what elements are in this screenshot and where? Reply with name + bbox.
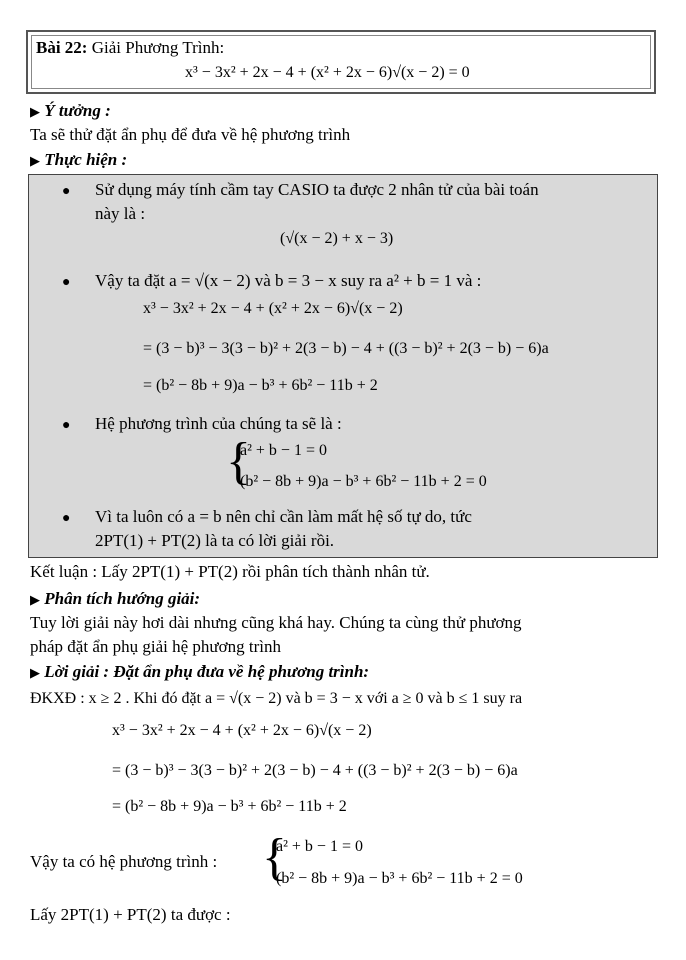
system-brace-icon: { [262,829,287,886]
problem-equation: x³ − 3x² + 2x − 4 + (x² + 2x − 6)√(x − 2) = 0 [185,64,470,81]
bullet1-line1: Sử dụng máy tính cầm tay CASIO ta được 2 nhân tử của bài toán [95,180,539,199]
bullet-icon: ● [62,184,71,199]
idea-heading: Ý tưởng : [44,101,111,120]
bullet4-line2: 2PT(1) + PT(2) là ta có lời giải rồi. [95,531,335,550]
solution-heading: Lời giải : Đặt ẩn phụ đưa về hệ phương trình: [44,662,370,681]
system-intro: Vậy ta có hệ phương trình : [30,852,218,871]
implementation-heading-row [30,150,127,170]
idea-heading-row [30,101,111,121]
implementation-heading: Thực hiện : [44,150,128,169]
analysis-line2: pháp đặt ẩn phụ giải hệ phương trình [30,637,281,656]
system-brace-icon: { [226,433,251,490]
impl-expansion-line2: = (3 − b)³ − 3(3 − b)² + 2(3 − b) − 4 + ((3 − b)² + 2(3 − b) − 6)a [143,340,549,357]
triangle-bullet-icon: ▶ [30,153,40,168]
sol-expansion-line3: = (b² − 8b + 9)a − b³ + 6b² − 11b + 2 [112,798,347,815]
last-line: Lấy 2PT(1) + PT(2) ta được : [30,905,231,924]
triangle-bullet-icon: ▶ [30,665,40,680]
analysis-line1: Tuy lời giải này hơi dài nhưng cũng khá hay. Chúng ta cùng thử phương [30,613,522,632]
impl-expansion-line1: x³ − 3x² + 2x − 4 + (x² + 2x − 6)√(x − 2) [143,300,403,317]
analysis-heading-row [30,589,200,609]
bullet-icon: ● [62,418,71,433]
solution-heading-row [30,662,369,682]
impl-system-eq2: (b² − 8b + 9)a − b³ + 6b² − 11b + 2 = 0 [240,473,487,490]
sol-system-eq1: a² + b − 1 = 0 [276,838,363,855]
sol-expansion-line2: = (3 − b)³ − 3(3 − b)² + 2(3 − b) − 4 + ((3 − b)² + 2(3 − b) − 6)a [112,762,518,779]
factor-expression: (√(x − 2) + x − 3) [280,230,394,247]
problem-heading [36,38,224,58]
bullet-icon: ● [62,511,71,526]
bullet3-text: Hệ phương trình của chúng ta sẽ là : [95,414,342,433]
impl-system-eq1: a² + b − 1 = 0 [240,442,327,459]
analysis-heading: Phân tích hướng giải: [44,589,201,608]
sol-system-eq2: (b² − 8b + 9)a − b³ + 6b² − 11b + 2 = 0 [276,870,523,887]
triangle-bullet-icon: ▶ [30,592,40,607]
problem-label: Bài 22: [36,38,88,57]
problem-title: Giải Phương Trình: [91,38,225,57]
idea-text: Ta sẽ thử đặt ẩn phụ để đưa về hệ phương trình [30,125,351,144]
bullet4-line1: Vì ta luôn có a = b nên chỉ cần làm mất hệ số tự do, tức [95,507,472,526]
bullet-icon: ● [62,275,71,290]
bullet2-text: Vậy ta đặt a = √(x − 2) và b = 3 − x suy ra a² + b = 1 và : [95,271,482,290]
impl-expansion-line3: = (b² − 8b + 9)a − b³ + 6b² − 11b + 2 [143,377,378,394]
triangle-bullet-icon: ▶ [30,104,40,119]
bullet1-line2: này là : [95,204,146,223]
sol-expansion-line1: x³ − 3x² + 2x − 4 + (x² + 2x − 6)√(x − 2) [112,722,372,739]
conclusion-text: Kết luận : Lấy 2PT(1) + PT(2) rồi phân tích thành nhân tử. [30,562,430,581]
dkxd-text: ĐKXĐ : x ≥ 2 . Khi đó đặt a = √(x − 2) và b = 3 − x với a ≥ 0 và b ≤ 1 suy ra [30,690,523,707]
